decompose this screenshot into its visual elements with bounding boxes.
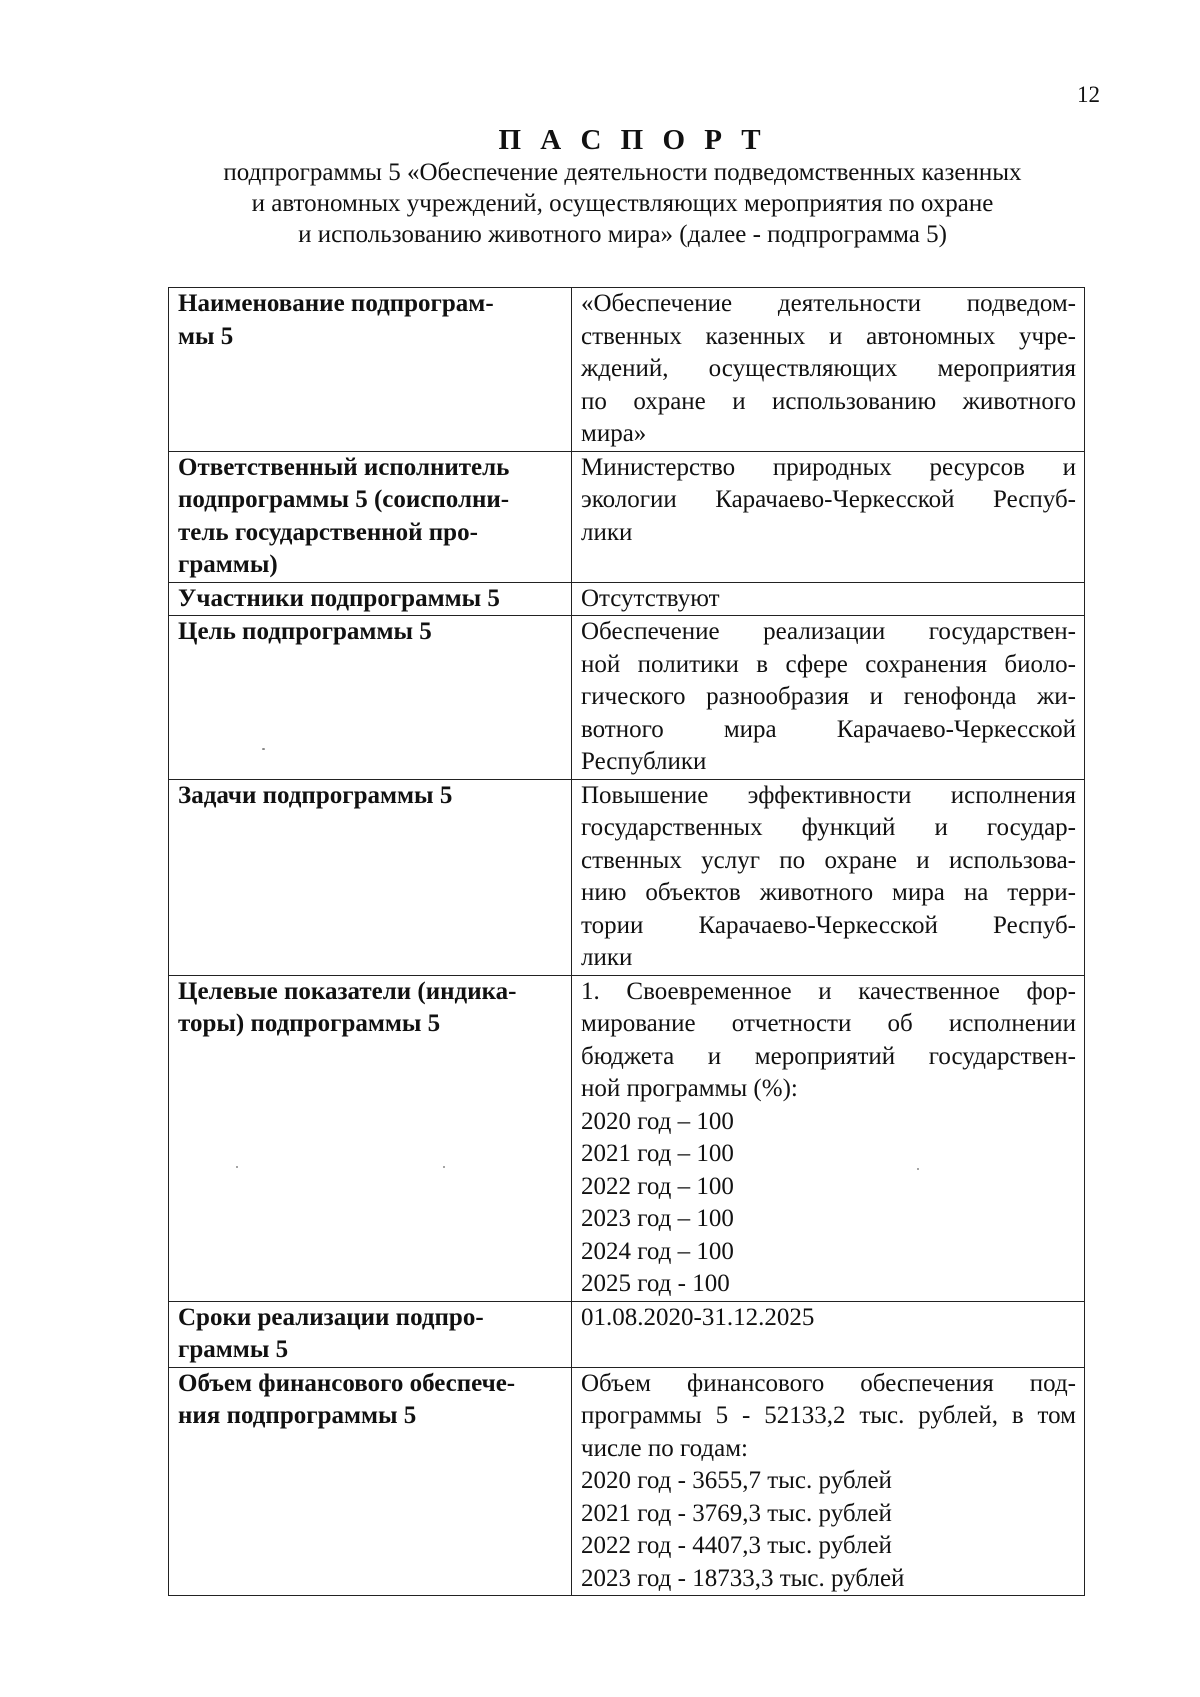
row-value-line: 1. Своевременное и качественное фор- bbox=[581, 977, 1076, 1005]
table-row bbox=[169, 288, 1085, 452]
subtitle-line: и автономных учреждений, осуществляющих мероприятия по охране bbox=[251, 190, 994, 217]
row-value-line: 2025 год - 100 bbox=[581, 1270, 730, 1297]
row-value-line: 2022 год – 100 bbox=[581, 1172, 734, 1200]
row-label-line: Задачи подпрограммы 5 bbox=[178, 781, 453, 809]
row-value bbox=[572, 1301, 1085, 1367]
row-value bbox=[572, 582, 1085, 616]
row-label-line: Участники подпрограммы 5 bbox=[178, 584, 500, 612]
row-value-line: 2024 год – 100 bbox=[581, 1237, 734, 1265]
row-value-line: 2021 год - 3769,3 тыс. рублей bbox=[581, 1499, 892, 1527]
row-value-line: бюджета и мероприятий государствен- bbox=[581, 1042, 1076, 1070]
row-value bbox=[572, 779, 1085, 975]
row-label-line: Наименование подпрограм- bbox=[178, 290, 494, 317]
row-label-line: Объем финансового обеспече- bbox=[178, 1369, 516, 1397]
row-value-line: ственных услуг по охране и использова- bbox=[581, 846, 1076, 874]
row-value-line: ственных казенных и автономных учре- bbox=[581, 322, 1076, 350]
row-value-line: 2022 год - 4407,3 тыс. рублей bbox=[581, 1532, 892, 1559]
row-value-line: Министерство природных ресурсов и bbox=[581, 453, 1076, 481]
table-row bbox=[169, 1367, 1085, 1596]
row-value-line: мирование отчетности об исполнении bbox=[581, 1010, 1076, 1037]
row-label bbox=[169, 451, 572, 582]
scan-mark bbox=[443, 1166, 445, 1168]
row-value-line: лики bbox=[581, 518, 633, 546]
row-value-line: 2020 год – 100 bbox=[581, 1107, 734, 1135]
row-value-line: лики bbox=[581, 944, 633, 971]
row-value bbox=[572, 451, 1085, 582]
table-row bbox=[169, 1301, 1085, 1367]
row-value-line: ждений, осуществляющих мероприятия bbox=[581, 355, 1076, 382]
row-value-line: 01.08.2020-31.12.2025 bbox=[581, 1303, 815, 1331]
row-label-line: Цель подпрограммы 5 bbox=[178, 618, 432, 645]
document-title: П А С П О Р Т bbox=[498, 124, 767, 156]
row-value-line: Республики bbox=[581, 748, 707, 775]
row-label bbox=[169, 975, 572, 1301]
row-label bbox=[169, 779, 572, 975]
row-value-line: тории Карачаево-Черкесской Респуб- bbox=[581, 911, 1076, 939]
row-label bbox=[169, 582, 572, 616]
table-row bbox=[169, 451, 1085, 582]
passport-table-body bbox=[169, 288, 1085, 1596]
subtitle-line: подпрограммы 5 «Обеспечение деятельности подведомственных казенных bbox=[223, 159, 1022, 186]
row-value-line: 2021 год – 100 bbox=[581, 1140, 734, 1167]
page-number: 12 bbox=[1077, 82, 1100, 107]
row-value-line: мира» bbox=[581, 420, 647, 447]
row-value-line: «Обеспечение деятельности подведом- bbox=[581, 290, 1076, 317]
row-label-line: граммы) bbox=[178, 551, 278, 578]
row-label-line: Ответственный исполнитель bbox=[178, 453, 510, 481]
row-label-line: торы) подпрограммы 5 bbox=[178, 1010, 441, 1037]
row-label-line: тель государственной про- bbox=[178, 518, 478, 546]
passport-table bbox=[168, 287, 1085, 1596]
row-value-line: экологии Карачаево-Черкесской Респуб- bbox=[581, 486, 1076, 513]
row-label bbox=[169, 1301, 572, 1367]
row-label-line: мы 5 bbox=[178, 322, 234, 350]
row-label-line: граммы 5 bbox=[178, 1336, 289, 1363]
row-value-line: государственных функций и государ- bbox=[581, 814, 1076, 841]
row-value-line: программы 5 - 52133,2 тыс. рублей, в том bbox=[581, 1402, 1076, 1429]
row-value-line: ной политики в сфере сохранения биоло- bbox=[581, 650, 1076, 678]
scan-mark bbox=[917, 1168, 919, 1170]
row-value bbox=[572, 616, 1085, 780]
row-label bbox=[169, 1367, 572, 1596]
row-label-line: ния подпрограммы 5 bbox=[178, 1402, 417, 1429]
row-value-line: ной программы (%): bbox=[581, 1075, 798, 1102]
row-value-line: 2023 год – 100 bbox=[581, 1205, 734, 1232]
row-value-line: Отсутствуют bbox=[581, 584, 720, 612]
row-value-line: 2020 год - 3655,7 тыс. рублей bbox=[581, 1467, 892, 1494]
row-value-line: Повышение эффективности исполнения bbox=[581, 781, 1076, 809]
row-value-line: Объем финансового обеспечения под- bbox=[581, 1369, 1076, 1397]
row-value-line: гического разнообразия и генофонда жи- bbox=[581, 683, 1076, 710]
row-value bbox=[572, 1367, 1085, 1596]
table-row bbox=[169, 975, 1085, 1301]
row-value-line: 2023 год - 18733,3 тыс. рублей bbox=[581, 1564, 905, 1592]
row-value-line: по охране и использованию животного bbox=[581, 387, 1076, 415]
row-value-line: Обеспечение реализации государствен- bbox=[581, 618, 1076, 645]
row-value bbox=[572, 288, 1085, 452]
row-label-line: Целевые показатели (индика- bbox=[178, 977, 517, 1005]
row-label bbox=[169, 288, 572, 452]
scan-mark bbox=[262, 748, 265, 750]
row-value-line: вотного мира Карачаево-Черкесской bbox=[581, 715, 1076, 743]
table-row bbox=[169, 582, 1085, 616]
subtitle-line: и использованию животного мира» (далее - подпрограмма 5) bbox=[298, 221, 947, 248]
table-row bbox=[169, 616, 1085, 780]
document-subtitle bbox=[120, 157, 1125, 250]
row-value-line: числе по годам: bbox=[581, 1434, 748, 1462]
table-row bbox=[169, 779, 1085, 975]
row-label-line: Сроки реализации подпро- bbox=[178, 1303, 484, 1331]
row-value-line: нию объектов животного мира на терри- bbox=[581, 879, 1076, 906]
row-label bbox=[169, 616, 572, 780]
row-value bbox=[572, 975, 1085, 1301]
row-label-line: подпрограммы 5 (соисполни- bbox=[178, 486, 510, 513]
scan-mark bbox=[236, 1166, 238, 1168]
